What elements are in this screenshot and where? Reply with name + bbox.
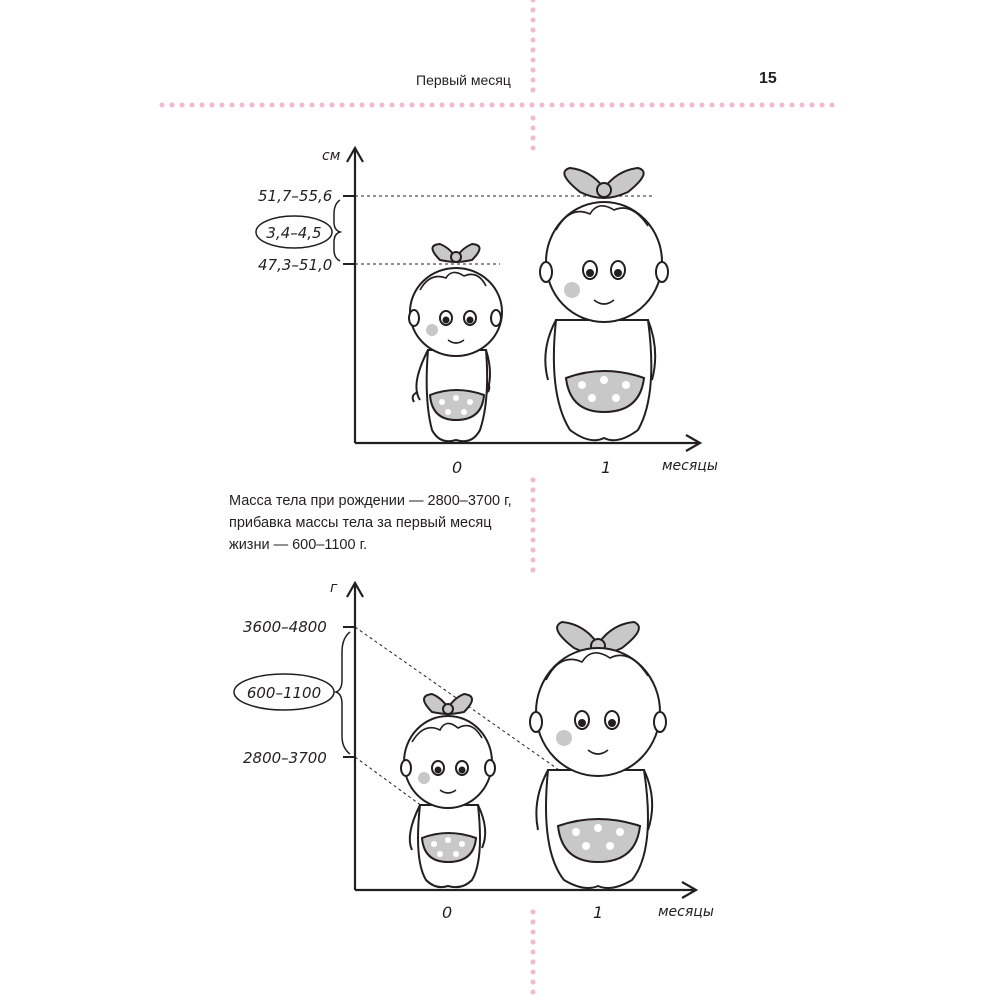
weight-gain-brace [336,632,350,754]
height-x-tick-0: 0 [452,458,463,477]
weight-gain-label: 600–1100 [246,684,322,702]
body-line-1: Масса тела при рождении — 2800–3700 г, [229,493,512,509]
page-number: 15 [759,70,777,87]
height-range-month1: 51,7–55,6 [258,187,333,205]
weight-x-axis-label: месяцы [658,904,714,920]
body-line-3: жизни — 600–1100 г. [229,537,368,553]
height-x-axis-label: месяцы [662,458,718,474]
weight-y-axis-label: г [330,580,338,596]
height-range-birth: 47,3–51,0 [258,256,333,274]
body-line-2: прибавка массы тела за первый месяц [229,515,492,531]
baby-birth-weight-illustration [401,694,495,887]
height-x-tick-1: 1 [601,458,612,477]
height-y-axis-label: см [322,148,341,164]
running-title: Первый месяц [416,72,511,88]
weight-x-tick-0: 0 [442,903,453,922]
weight-range-month1: 3600–4800 [243,618,327,636]
weight-range-birth: 2800–3700 [243,749,327,767]
weight-x-tick-1: 1 [593,903,604,922]
baby-month1-weight-illustration [530,622,666,888]
height-gain-label: 3,4–4,5 [266,224,322,242]
